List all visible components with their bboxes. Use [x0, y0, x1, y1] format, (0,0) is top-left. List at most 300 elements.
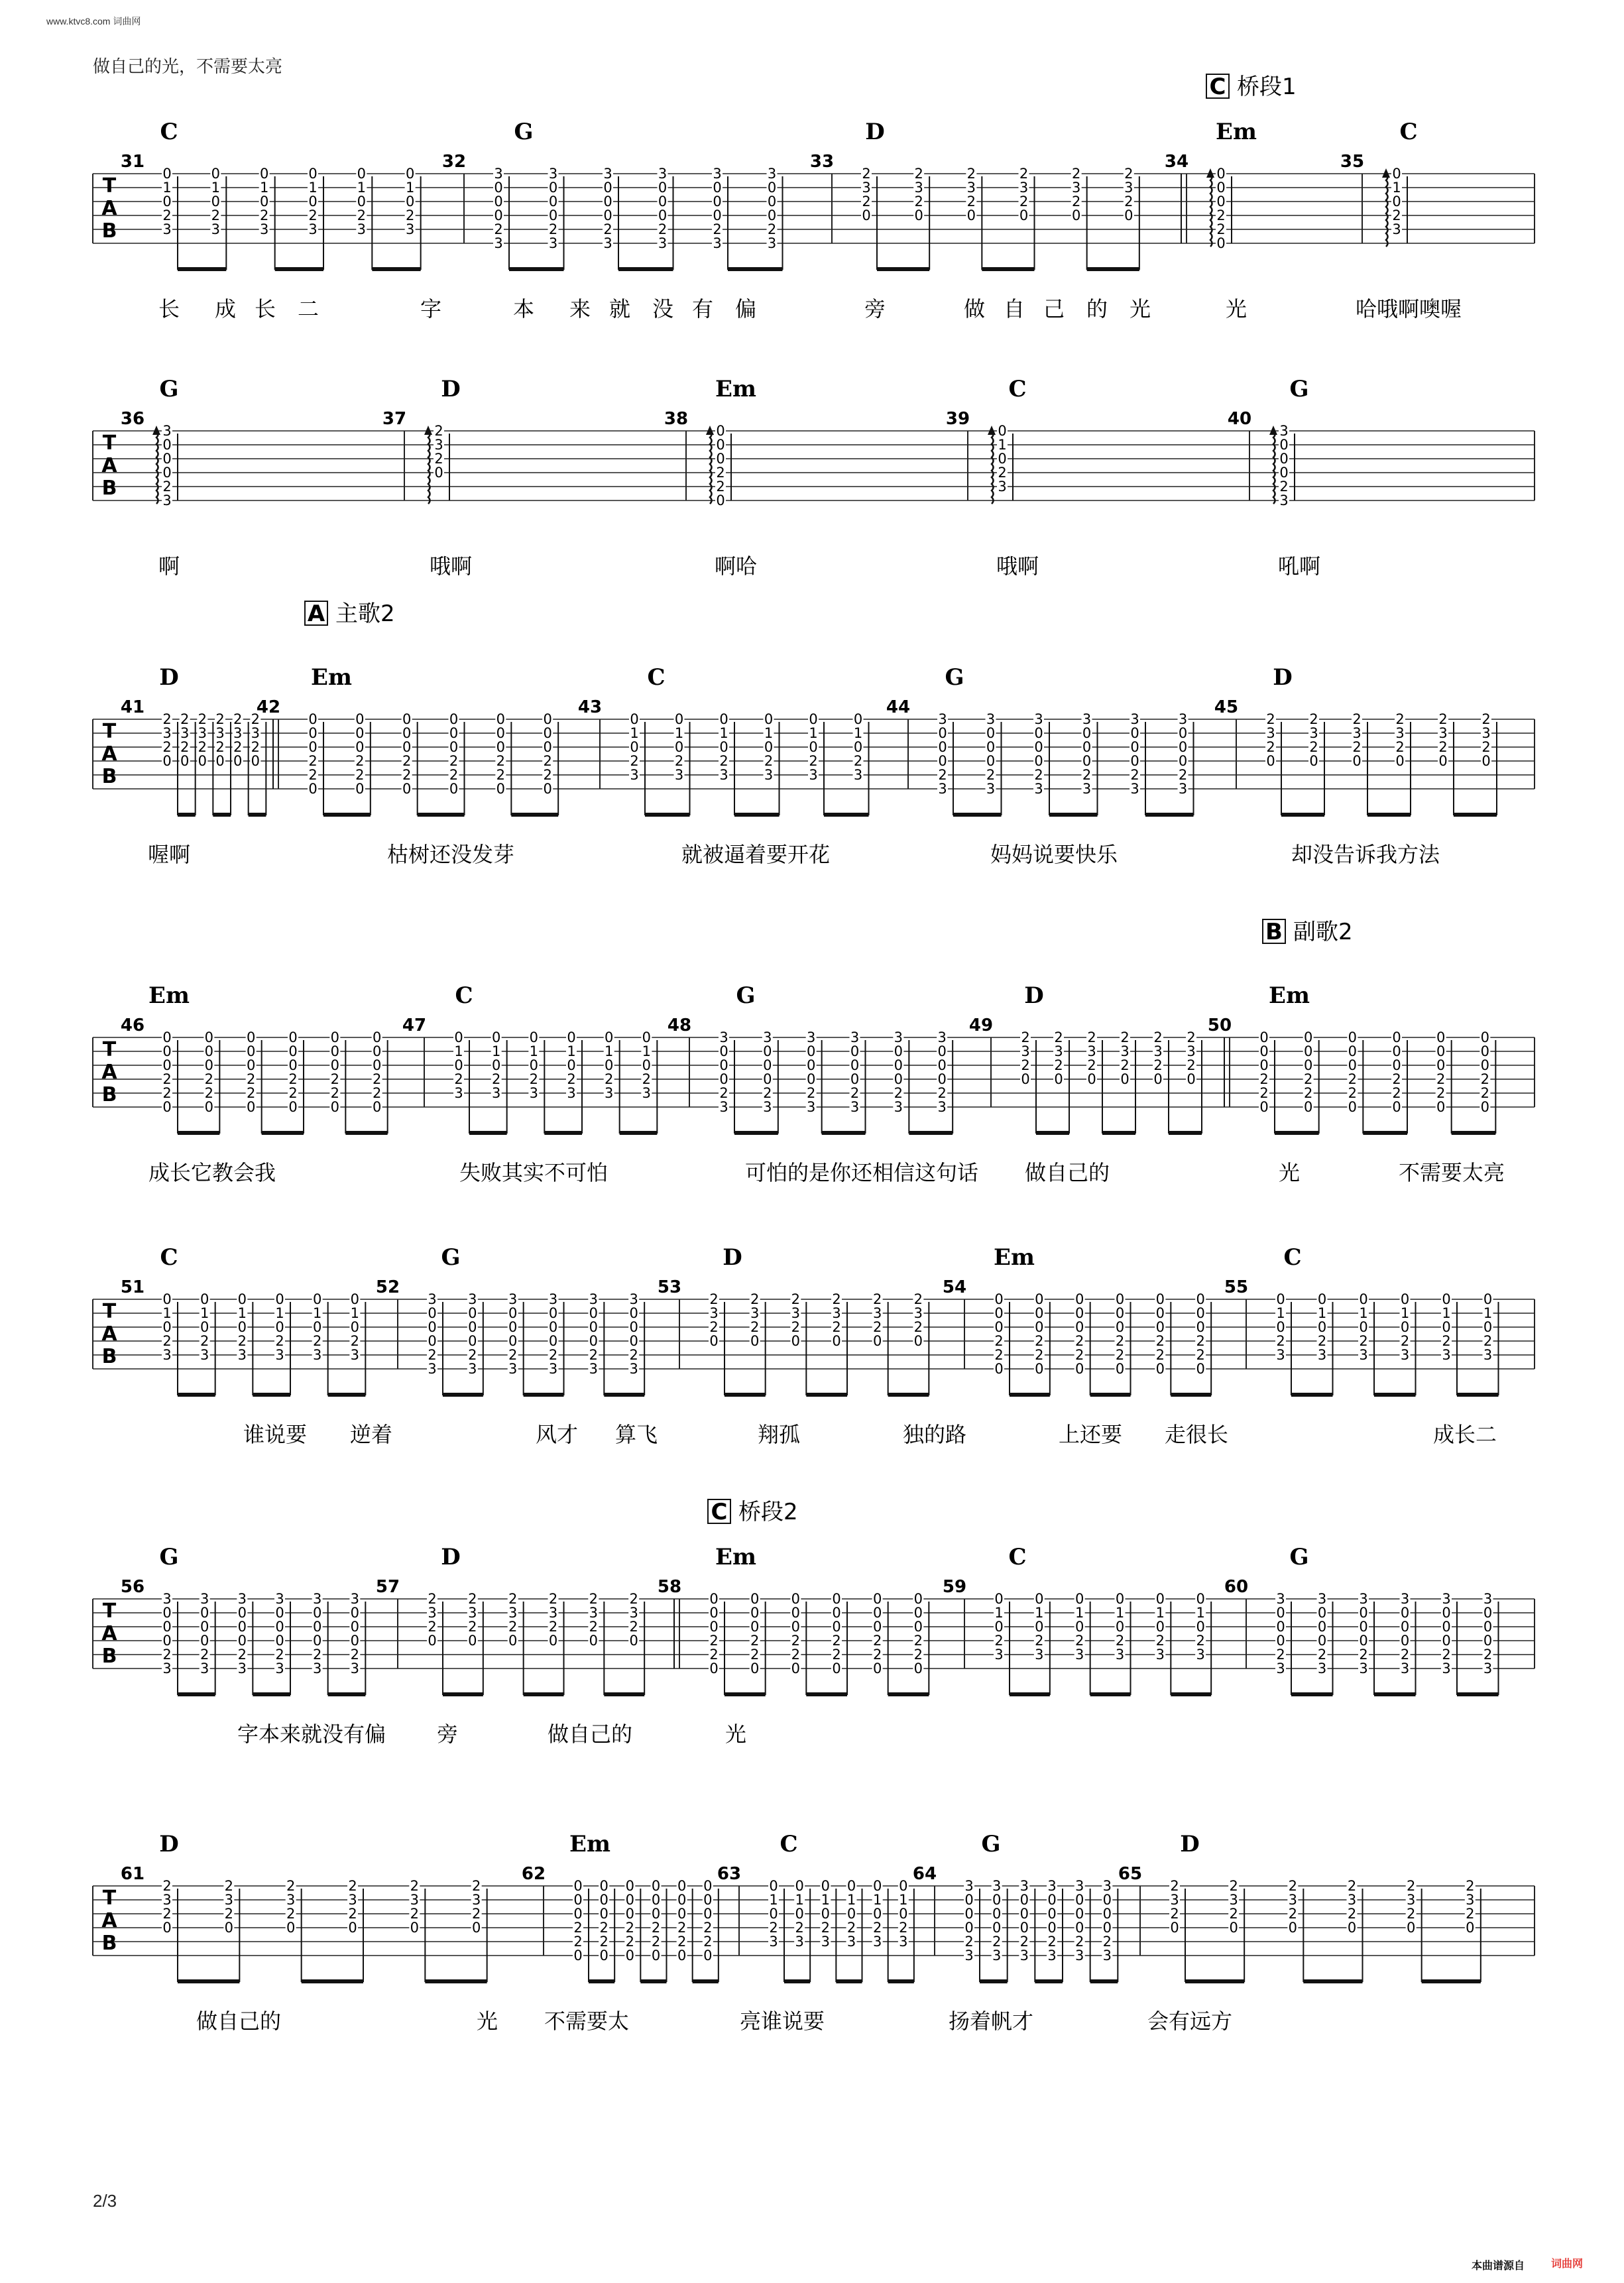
chord-name: Em — [994, 1244, 1035, 1271]
fret-number: 0 — [862, 207, 871, 223]
fret-number: 0 — [1074, 1591, 1084, 1607]
fret-number: 2 — [846, 1920, 856, 1936]
tab-clef-letter: A — [101, 454, 117, 477]
fret-number: 0 — [204, 1057, 214, 1073]
fret-number: 0 — [1317, 1605, 1327, 1621]
beam — [1087, 267, 1139, 271]
fret-number: 3 — [1483, 1661, 1493, 1676]
fret-number: 2 — [1481, 739, 1491, 755]
measure-number: 55 — [1224, 1277, 1249, 1297]
fret-number: 2 — [899, 1920, 908, 1936]
fret-number: 2 — [589, 1619, 599, 1635]
fret-number: 0 — [275, 1605, 284, 1621]
lyric-text: 的 — [1086, 296, 1108, 322]
fret-number: 0 — [1074, 1619, 1084, 1635]
fret-number: 2 — [994, 1333, 1004, 1349]
fret-number: 0 — [821, 1878, 831, 1894]
fret-number: 2 — [1087, 1057, 1096, 1073]
fret-number: 3 — [1082, 781, 1092, 797]
fret-number: 2 — [767, 221, 777, 237]
chord-name: C — [1399, 119, 1418, 145]
beam — [1035, 1979, 1063, 1983]
chord-name: D — [723, 1244, 742, 1271]
beam — [178, 267, 226, 271]
fret-number: 3 — [764, 767, 774, 783]
fret-number: 0 — [937, 1071, 947, 1087]
fret-number: 0 — [275, 1319, 284, 1335]
fret-number: 2 — [1124, 194, 1133, 209]
fret-number: 2 — [913, 1633, 923, 1649]
chord-name: D — [159, 1831, 179, 1857]
fret-number: 1 — [200, 1305, 209, 1321]
fret-number: 0 — [1155, 1291, 1165, 1307]
fret-number: 2 — [410, 1906, 420, 1922]
fret-number: 2 — [625, 1920, 635, 1936]
lyric-text: 扬着帆才 — [948, 2009, 1034, 2034]
fret-number: 3 — [275, 1591, 284, 1607]
chord-name: Em — [569, 1831, 610, 1857]
fret-number: 0 — [162, 1099, 172, 1115]
fret-number: 0 — [573, 1878, 583, 1894]
fret-number: 2 — [405, 207, 415, 223]
tab-clef-letter: T — [102, 174, 117, 198]
fret-number: 2 — [1309, 739, 1318, 755]
fret-number: 3 — [674, 767, 684, 783]
fret-number: 0 — [994, 1319, 1004, 1335]
beam — [589, 1979, 614, 1983]
fret-number: 3 — [428, 1605, 437, 1621]
fret-number: 0 — [1352, 753, 1362, 769]
fret-number: 0 — [1115, 1319, 1125, 1335]
arrow-head — [988, 426, 996, 435]
fret-number: 0 — [821, 1906, 831, 1922]
fret-number: 0 — [992, 1906, 1002, 1922]
fret-number: 0 — [1187, 1071, 1196, 1087]
fret-number: 0 — [1400, 1605, 1410, 1621]
beam — [824, 813, 869, 817]
fret-number: 2 — [1082, 767, 1092, 783]
lyric-text: 谁说要 — [243, 1422, 308, 1447]
fret-number: 1 — [1155, 1605, 1165, 1621]
fret-number: 3 — [1087, 1043, 1096, 1059]
fret-number: 0 — [372, 1057, 382, 1073]
fret-number: 0 — [1196, 1591, 1205, 1607]
fret-number: 3 — [259, 221, 269, 237]
fret-number: 3 — [589, 1291, 599, 1307]
lyric-text: 翔孤 — [757, 1422, 801, 1447]
fret-number: 0 — [763, 1071, 772, 1087]
fret-number: 0 — [468, 1305, 477, 1321]
fret-number: 2 — [330, 1071, 340, 1087]
fret-number: 3 — [180, 725, 190, 741]
fret-number: 0 — [599, 1878, 609, 1894]
fret-number: 0 — [1115, 1291, 1125, 1307]
fret-number: 1 — [809, 725, 818, 741]
fret-number: 0 — [709, 1333, 719, 1349]
fret-number: 0 — [1400, 1619, 1410, 1635]
fret-number: 2 — [1438, 711, 1448, 727]
lyric-text: 上还要 — [1058, 1422, 1123, 1447]
fret-number: 0 — [1155, 1319, 1165, 1335]
fret-number: 0 — [1400, 1319, 1410, 1335]
beam — [1010, 1692, 1050, 1696]
fret-number: 0 — [246, 1099, 256, 1115]
fret-number: 3 — [994, 1647, 1004, 1663]
fret-number: 0 — [719, 739, 728, 755]
fret-number: 3 — [1392, 221, 1401, 237]
fret-number: 2 — [312, 1647, 322, 1663]
fret-number: 0 — [543, 781, 552, 797]
fret-number: 0 — [1155, 1305, 1165, 1321]
fret-number: 3 — [1115, 1647, 1125, 1663]
tab-clef-letter: T — [102, 432, 117, 455]
fret-number: 0 — [308, 739, 318, 755]
fret-number: 2 — [246, 1071, 256, 1087]
fret-number: 2 — [308, 753, 318, 769]
fret-number: 1 — [1359, 1305, 1368, 1321]
fret-number: 1 — [491, 1043, 501, 1059]
fret-number: 1 — [237, 1305, 247, 1321]
lyric-text: 哦啊 — [996, 554, 1039, 579]
chord-name: G — [736, 982, 756, 1009]
fret-number: 3 — [719, 1099, 728, 1115]
fret-number: 3 — [1317, 1347, 1327, 1363]
arpeggio-line — [1273, 431, 1275, 504]
fret-number: 3 — [1124, 180, 1133, 196]
measure-number: 61 — [120, 1864, 145, 1884]
fret-number: 0 — [211, 166, 221, 182]
chord-name: C — [647, 664, 666, 691]
beam — [469, 1131, 507, 1135]
fret-number: 1 — [259, 180, 269, 196]
fret-number: 2 — [1115, 1347, 1125, 1363]
beam — [178, 813, 196, 817]
fret-number: 0 — [449, 725, 459, 741]
fret-number: 3 — [1082, 711, 1092, 727]
fret-number: 3 — [763, 1099, 772, 1115]
fret-number: 0 — [308, 194, 318, 209]
chord-name: Em — [1216, 119, 1257, 145]
fret-number: 0 — [677, 1906, 687, 1922]
fret-number: 0 — [204, 1029, 214, 1045]
fret-number: 2 — [215, 711, 225, 727]
fret-number: 2 — [709, 1291, 719, 1307]
fret-number: 0 — [1035, 1619, 1044, 1635]
fret-number: 2 — [651, 1920, 661, 1936]
fret-number: 3 — [992, 1878, 1002, 1894]
fret-number: 0 — [1442, 1291, 1451, 1307]
fret-number: 2 — [286, 1906, 296, 1922]
fret-number: 3 — [894, 1029, 903, 1045]
measure-number: 51 — [120, 1277, 145, 1297]
fret-number: 0 — [964, 1906, 974, 1922]
fret-number: 3 — [850, 1099, 860, 1115]
fret-number: 0 — [1279, 437, 1289, 453]
fret-number: 2 — [162, 1333, 172, 1349]
fret-number: 2 — [1317, 1333, 1327, 1349]
fret-number: 0 — [246, 1057, 256, 1073]
fret-number: 0 — [355, 711, 365, 727]
fret-number: 2 — [1400, 1647, 1410, 1663]
fret-number: 0 — [162, 1029, 172, 1045]
arrow-head — [1206, 168, 1214, 178]
fret-number: 1 — [211, 180, 221, 196]
chord-name: C — [1283, 1244, 1302, 1271]
fret-number: 2 — [308, 767, 318, 783]
fret-number: 3 — [494, 235, 503, 251]
fret-number: 0 — [651, 1906, 661, 1922]
fret-number: 0 — [1348, 1057, 1358, 1073]
fret-number: 2 — [809, 753, 818, 769]
fret-number: 0 — [1483, 1291, 1493, 1307]
fret-number: 0 — [330, 1057, 340, 1073]
fret-number: 0 — [330, 1099, 340, 1115]
fret-number: 0 — [677, 1948, 687, 1963]
chord-name: D — [441, 1544, 461, 1570]
beam — [1010, 1393, 1050, 1397]
fret-number: 0 — [1259, 1043, 1269, 1059]
fret-number: 3 — [913, 1305, 923, 1321]
fret-number: 2 — [1347, 1906, 1357, 1922]
lyric-text: 己 — [1043, 296, 1065, 322]
fret-number: 2 — [162, 1647, 172, 1663]
fret-number: 0 — [1303, 1057, 1313, 1073]
fret-number: 0 — [428, 1319, 437, 1335]
fret-number: 2 — [764, 753, 774, 769]
beam — [1291, 1393, 1333, 1397]
fret-number: 2 — [428, 1591, 437, 1607]
chord-name: D — [1273, 664, 1293, 691]
fret-number: 3 — [1279, 423, 1289, 439]
beam — [1090, 1692, 1131, 1696]
section-letter: B — [1265, 919, 1283, 945]
lyric-text: 有 — [691, 296, 714, 322]
fret-number: 0 — [1155, 1591, 1165, 1607]
fret-number: 3 — [162, 725, 172, 741]
arrow-head — [1269, 426, 1277, 435]
fret-number: 0 — [162, 753, 172, 769]
fret-number: 0 — [719, 711, 728, 727]
fret-number: 0 — [716, 423, 725, 439]
fret-number: 0 — [259, 166, 269, 182]
fret-number: 0 — [1259, 1099, 1269, 1115]
fret-number: 0 — [966, 207, 976, 223]
fret-number: 2 — [589, 1347, 599, 1363]
fret-number: 0 — [992, 1892, 1002, 1908]
fret-number: 2 — [1170, 1906, 1179, 1922]
fret-number: 2 — [180, 739, 190, 755]
fret-number: 0 — [1178, 753, 1188, 769]
fret-number: 3 — [200, 1661, 209, 1676]
fret-number: 3 — [1120, 1043, 1130, 1059]
fret-number: 0 — [1035, 1361, 1044, 1377]
tab-clef-letter: B — [101, 1932, 117, 1955]
fret-number: 2 — [850, 1085, 860, 1101]
beam — [1422, 1979, 1481, 1983]
fret-number: 0 — [548, 194, 558, 209]
fret-number: 0 — [1266, 753, 1275, 769]
fret-number: 3 — [821, 1934, 831, 1950]
fret-number: 0 — [1348, 1029, 1358, 1045]
fret-number: 3 — [806, 1099, 816, 1115]
fret-number: 2 — [312, 1333, 322, 1349]
fret-number: 0 — [548, 180, 558, 196]
fret-number: 0 — [914, 207, 923, 223]
fret-number: 0 — [312, 1319, 322, 1335]
measure-number: 57 — [375, 1577, 400, 1597]
fret-number: 0 — [372, 1099, 382, 1115]
fret-number: 0 — [713, 180, 722, 196]
fret-number: 3 — [1309, 725, 1318, 741]
arpeggio-line — [428, 431, 430, 504]
fret-number: 0 — [1047, 1920, 1057, 1936]
fret-number: 2 — [750, 1291, 760, 1307]
fret-number: 2 — [791, 1291, 801, 1307]
chord-name: C — [780, 1831, 798, 1857]
lyric-text: 光 — [1278, 1160, 1301, 1185]
arpeggio-line — [710, 431, 712, 504]
fret-number: 3 — [713, 235, 722, 251]
lyric-text: 就被逼着要开花 — [681, 842, 831, 867]
fret-number: 0 — [1130, 753, 1139, 769]
fret-number: 0 — [1480, 1029, 1490, 1045]
beam — [728, 267, 783, 271]
fret-number: 2 — [286, 1878, 296, 1894]
fret-number: 0 — [211, 194, 221, 209]
fret-number: 2 — [259, 207, 269, 223]
fret-number: 0 — [573, 1948, 583, 1963]
fret-number: 0 — [1276, 1633, 1285, 1649]
fret-number: 0 — [1196, 1619, 1205, 1635]
fret-number: 2 — [355, 767, 365, 783]
beam — [328, 1692, 366, 1696]
fret-number: 3 — [603, 166, 612, 182]
fret-number: 0 — [1102, 1906, 1112, 1922]
fret-number: 2 — [1170, 1878, 1179, 1894]
chord-name: Em — [715, 376, 756, 402]
fret-number: 0 — [162, 1291, 172, 1307]
fret-number: 0 — [215, 753, 225, 769]
fret-number: 3 — [312, 1661, 322, 1676]
fret-number: 0 — [508, 1333, 518, 1349]
fret-number: 0 — [1130, 725, 1139, 741]
fret-number: 0 — [357, 166, 367, 182]
chord-name: G — [514, 119, 534, 145]
fret-number: 2 — [1466, 1878, 1475, 1894]
fret-number: 2 — [237, 1647, 247, 1663]
fret-number: 2 — [372, 1085, 382, 1101]
fret-number: 0 — [913, 1605, 923, 1621]
fret-number: 2 — [1229, 1906, 1238, 1922]
lyric-text: 做 — [963, 296, 986, 322]
chord-name: C — [160, 1244, 178, 1271]
beam — [953, 813, 1002, 817]
fret-number: 0 — [709, 1605, 719, 1621]
beam — [253, 1393, 290, 1397]
fret-number: 2 — [215, 739, 225, 755]
fret-number: 1 — [1392, 180, 1401, 196]
fret-number: 1 — [853, 725, 863, 741]
fret-number: 2 — [348, 1906, 357, 1922]
fret-number: 0 — [1317, 1619, 1327, 1635]
fret-number: 0 — [994, 1619, 1004, 1635]
fret-number: 0 — [1047, 1906, 1057, 1922]
fret-number: 0 — [937, 1057, 947, 1073]
beam — [249, 813, 266, 817]
fret-number: 0 — [259, 194, 269, 209]
lyric-text: 旁 — [864, 296, 886, 322]
fret-number: 0 — [1442, 1619, 1451, 1635]
fret-number: 2 — [573, 1920, 583, 1936]
fret-number: 3 — [629, 1291, 638, 1307]
fret-number: 2 — [288, 1085, 298, 1101]
fret-number: 1 — [604, 1043, 614, 1059]
fret-number: 2 — [233, 739, 243, 755]
fret-number: 0 — [1196, 1291, 1205, 1307]
fret-number: 3 — [1074, 1878, 1084, 1894]
fret-number: 0 — [764, 711, 774, 727]
measure-number: 31 — [120, 152, 145, 172]
fret-number: 3 — [1196, 1647, 1205, 1663]
fret-number: 0 — [312, 1619, 322, 1635]
fret-number: 3 — [862, 180, 871, 196]
fret-number: 0 — [625, 1948, 635, 1963]
fret-number: 2 — [862, 194, 871, 209]
fret-number: 3 — [312, 1591, 322, 1607]
fret-number: 2 — [1288, 1906, 1298, 1922]
fret-number: 2 — [1153, 1057, 1163, 1073]
fret-number: 0 — [589, 1305, 599, 1321]
beam — [693, 1979, 719, 1983]
fret-number: 2 — [1480, 1071, 1490, 1087]
measure-number: 41 — [120, 697, 145, 717]
fret-number: 2 — [763, 1085, 772, 1101]
fret-number: 0 — [1466, 1920, 1475, 1936]
beam — [275, 267, 323, 271]
fret-number: 2 — [795, 1920, 804, 1936]
fret-number: 1 — [795, 1892, 804, 1908]
beam — [980, 1979, 1008, 1983]
fret-number: 0 — [246, 1043, 256, 1059]
fret-number: 0 — [1347, 1920, 1357, 1936]
fret-number: 2 — [599, 1920, 609, 1936]
lyric-text: 来 — [569, 296, 591, 322]
tab-clef-letter: T — [102, 1887, 117, 1910]
fret-number: 2 — [543, 767, 552, 783]
fret-number: 0 — [198, 753, 207, 769]
arrow-head — [706, 426, 714, 435]
measure-number: 56 — [120, 1577, 145, 1597]
fret-number: 3 — [548, 1605, 558, 1621]
fret-number: 2 — [468, 1591, 477, 1607]
fret-number: 0 — [625, 1892, 635, 1908]
fret-number: 2 — [1216, 221, 1226, 237]
fret-number: 0 — [625, 1878, 635, 1894]
beam — [509, 267, 564, 271]
fret-number: 0 — [894, 1057, 903, 1073]
fret-number: 2 — [1187, 1029, 1196, 1045]
measure-number: 64 — [912, 1864, 937, 1884]
fret-number: 1 — [1400, 1305, 1410, 1321]
fret-number: 1 — [1115, 1605, 1125, 1621]
fret-number: 3 — [1347, 1892, 1357, 1908]
fret-number: 0 — [543, 725, 552, 741]
fret-number: 3 — [992, 1948, 1002, 1963]
fret-number: 0 — [1087, 1071, 1096, 1087]
fret-number: 0 — [1481, 753, 1491, 769]
fret-number: 0 — [750, 1605, 760, 1621]
fret-number: 2 — [1035, 1633, 1044, 1649]
